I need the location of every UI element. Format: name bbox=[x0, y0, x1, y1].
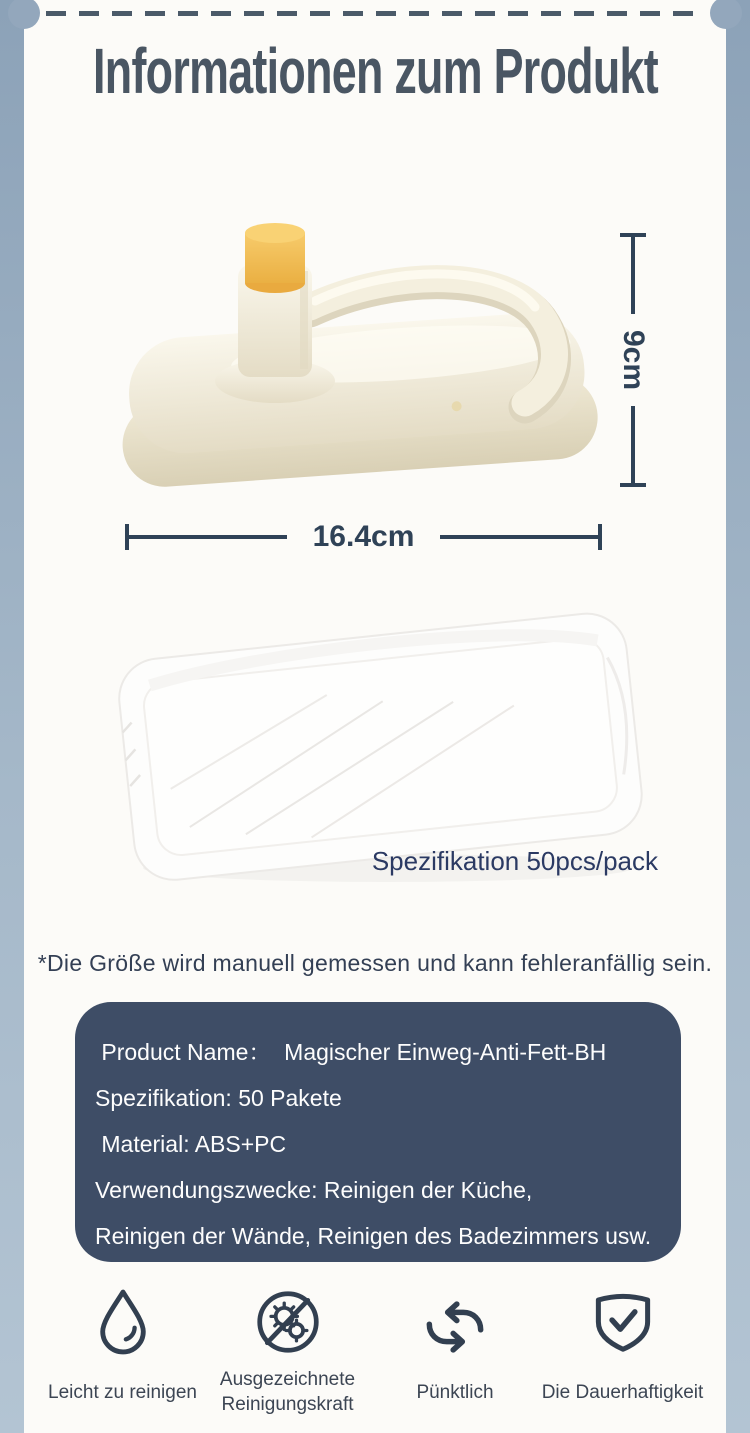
spec-line-product-name: Product Name： Magischer Einweg-Anti-Fett-BH bbox=[95, 1039, 607, 1065]
shield-check-icon bbox=[592, 1283, 654, 1355]
feature-label: Pünktlich bbox=[416, 1381, 494, 1403]
feature-punctual bbox=[380, 1283, 530, 1421]
height-dimension bbox=[610, 233, 656, 487]
dimension-line-lower bbox=[631, 406, 635, 483]
dimension-line-upper bbox=[631, 237, 635, 314]
feature-easy-clean bbox=[30, 1283, 215, 1421]
feature-durability bbox=[520, 1283, 725, 1421]
water-drop-icon bbox=[94, 1283, 152, 1355]
height-dimension-label: 9cm bbox=[617, 329, 651, 391]
feature-label: Die Dauerhaftigkeit bbox=[541, 1381, 704, 1403]
page-title: Informationen zum Produkt bbox=[92, 35, 658, 107]
width-dimension-label: 16.4cm bbox=[312, 520, 415, 553]
spec-line-verwendung-1: Verwendungszwecke: Reinigen der Küche, bbox=[95, 1177, 533, 1203]
brush-illustration bbox=[105, 205, 615, 505]
width-dimension bbox=[125, 522, 602, 552]
feature-label: Leicht zu reinigen bbox=[48, 1381, 197, 1403]
sync-arrows-icon bbox=[422, 1283, 488, 1355]
no-germs-icon bbox=[255, 1283, 321, 1355]
feature-label: Ausgezeichnete Reinigungskraft bbox=[219, 1369, 356, 1415]
spec-line-spezifikation: Spezifikation: 50 Pakete bbox=[95, 1085, 342, 1111]
spec-line-verwendung-2: Reinigen der Wände, Reinigen des Badezimmers usw. bbox=[95, 1223, 652, 1249]
dimension-line-left bbox=[129, 535, 287, 539]
spec-line-material: Material: ABS+PC bbox=[95, 1131, 287, 1157]
dimension-cap-right bbox=[598, 524, 602, 550]
ticket-notch-right bbox=[710, 0, 742, 29]
feature-cleaning-power bbox=[195, 1283, 380, 1421]
disclaimer-text: *Die Größe wird manuell gemessen und kann fehleranfällig sein. bbox=[37, 950, 713, 976]
feature-row bbox=[0, 1283, 750, 1423]
spec-box bbox=[75, 1002, 681, 1262]
dashed-tear-line bbox=[46, 11, 704, 16]
dimension-cap-bottom bbox=[620, 483, 646, 487]
pack-caption: Spezifikation 50pcs/pack bbox=[371, 846, 658, 876]
product-photo-brush bbox=[105, 205, 615, 505]
dimension-line-right bbox=[440, 535, 598, 539]
